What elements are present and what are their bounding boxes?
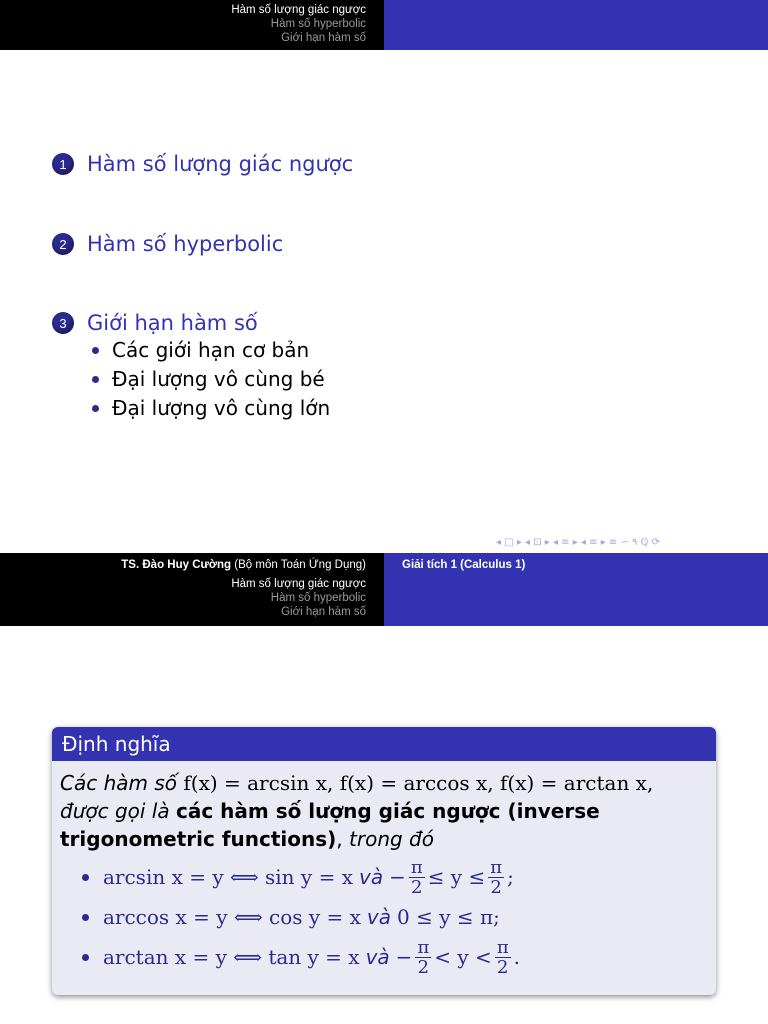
fraction-denominator: 2	[497, 956, 509, 978]
bullet-arccos	[82, 897, 706, 937]
bullet-lhs: arccos x = y ⟺ cos y = x	[103, 905, 361, 929]
header-section-1[interactable]: Hàm số lượng giác ngược	[231, 4, 366, 16]
bullet-icon	[92, 405, 99, 412]
toc-subitem-label: Đại lượng vô cùng lớn	[112, 396, 331, 420]
fraction-numerator: π	[410, 856, 423, 878]
toc-label-2: Hàm số hyperbolic	[87, 232, 284, 256]
toc-subitem-2[interactable]	[92, 367, 325, 391]
inequality-middle: < y <	[434, 945, 492, 969]
fraction-pi-over-2	[488, 858, 504, 897]
bullet-icon	[92, 376, 99, 383]
term-bold-2: trigonometric functions)	[60, 827, 337, 851]
toc-number-2: 2	[52, 233, 74, 255]
fraction-denominator: 2	[417, 956, 430, 978]
bullet-end: ;	[507, 865, 514, 889]
course-title: Giải tích 1 (Calculus 1)	[402, 559, 526, 571]
fraction-denominator: 2	[490, 876, 502, 898]
block-body	[52, 761, 716, 977]
beamer-navigation-bar[interactable]: ◂ □ ▸ ◂ ⊡ ▸ ◂ ≡ ▸ ◂ ≡ ▸ ≡ ∽ ۹ ℚ ⟳	[496, 537, 660, 548]
header-section-3[interactable]: Giới hạn hàm số	[281, 606, 366, 618]
bullet-icon	[92, 347, 99, 354]
fraction-pi-over-2	[495, 938, 511, 977]
intro-text: Các hàm số	[60, 771, 178, 795]
and-text: và	[358, 865, 384, 889]
bullet-icon	[82, 914, 89, 921]
slide1-header	[0, 0, 768, 50]
definition-block	[52, 727, 716, 995]
comma: ,	[336, 827, 343, 851]
fraction-numerator: π	[496, 936, 509, 958]
inequality-middle: ≤ y ≤	[427, 865, 486, 889]
block-title: Định nghĩa	[52, 727, 716, 761]
header-course-panel	[384, 553, 768, 626]
author-name: TS. Đào Huy Cường	[121, 559, 232, 571]
author-department: (Bộ môn Toán Ứng Dụng)	[234, 559, 366, 571]
fraction-pi-over-2	[409, 858, 425, 897]
toc-label-3: Giới hạn hàm số	[87, 311, 258, 335]
slide2-header	[0, 553, 768, 626]
minus-sign: −	[395, 945, 413, 969]
term-bold-1: các hàm số lượng giác ngược (inverse	[175, 799, 600, 823]
fraction-pi-over-2	[415, 938, 431, 977]
toc-item-2[interactable]	[52, 232, 283, 256]
bullet-arcsin	[82, 857, 706, 897]
header-section-2[interactable]: Hàm số hyperbolic	[270, 18, 366, 30]
header-section-3[interactable]: Giới hạn hàm số	[281, 32, 366, 44]
bullet-icon	[82, 954, 89, 961]
toc-number-1: 1	[52, 153, 74, 175]
toc-subitem-label: Đại lượng vô cùng bé	[112, 367, 325, 391]
author-line	[0, 558, 366, 572]
bullet-lhs: arcsin x = y ⟺ sin y = x	[103, 865, 353, 889]
and-text: và	[365, 945, 390, 969]
header-sections	[0, 0, 384, 50]
header-section-2[interactable]: Hàm số hyperbolic	[270, 592, 366, 604]
bullet-arctan	[82, 937, 706, 977]
definition-line-3	[60, 825, 706, 853]
toc-subitem-label: Các giới hạn cơ bản	[112, 338, 310, 362]
fraction-numerator: π	[417, 936, 430, 958]
bullet-icon	[82, 874, 89, 881]
formula-arccos: f(x) = arccos x,	[339, 771, 494, 795]
definition-line-2	[60, 797, 706, 825]
formula-arcsin: f(x) = arcsin x,	[183, 771, 334, 795]
called-text: được gọi là	[60, 799, 170, 823]
header-section-1[interactable]: Hàm số lượng giác ngược	[231, 578, 366, 590]
header-right-panel	[384, 0, 768, 50]
bullet-rest: 0 ≤ y ≤ π;	[397, 905, 500, 929]
toc-subitem-1[interactable]	[92, 338, 309, 362]
minus-sign: −	[389, 865, 406, 889]
definition-line-1	[60, 769, 706, 797]
fraction-numerator: π	[490, 856, 503, 878]
fraction-denominator: 2	[411, 876, 423, 898]
toc-number-3: 3	[52, 312, 74, 334]
bullet-end: .	[513, 945, 521, 969]
toc-subitem-3[interactable]	[92, 396, 330, 420]
toc-item-1[interactable]	[52, 152, 353, 176]
formula-arctan: f(x) = arctan x,	[500, 771, 654, 795]
toc-item-3[interactable]	[52, 311, 258, 335]
header-author-sections	[0, 553, 384, 626]
toc-label-1: Hàm số lượng giác ngược	[87, 152, 354, 176]
and-text: và	[366, 905, 391, 929]
where-text: trong đó	[349, 827, 434, 851]
bullet-lhs: arctan x = y ⟺ tan y = x	[103, 945, 360, 969]
